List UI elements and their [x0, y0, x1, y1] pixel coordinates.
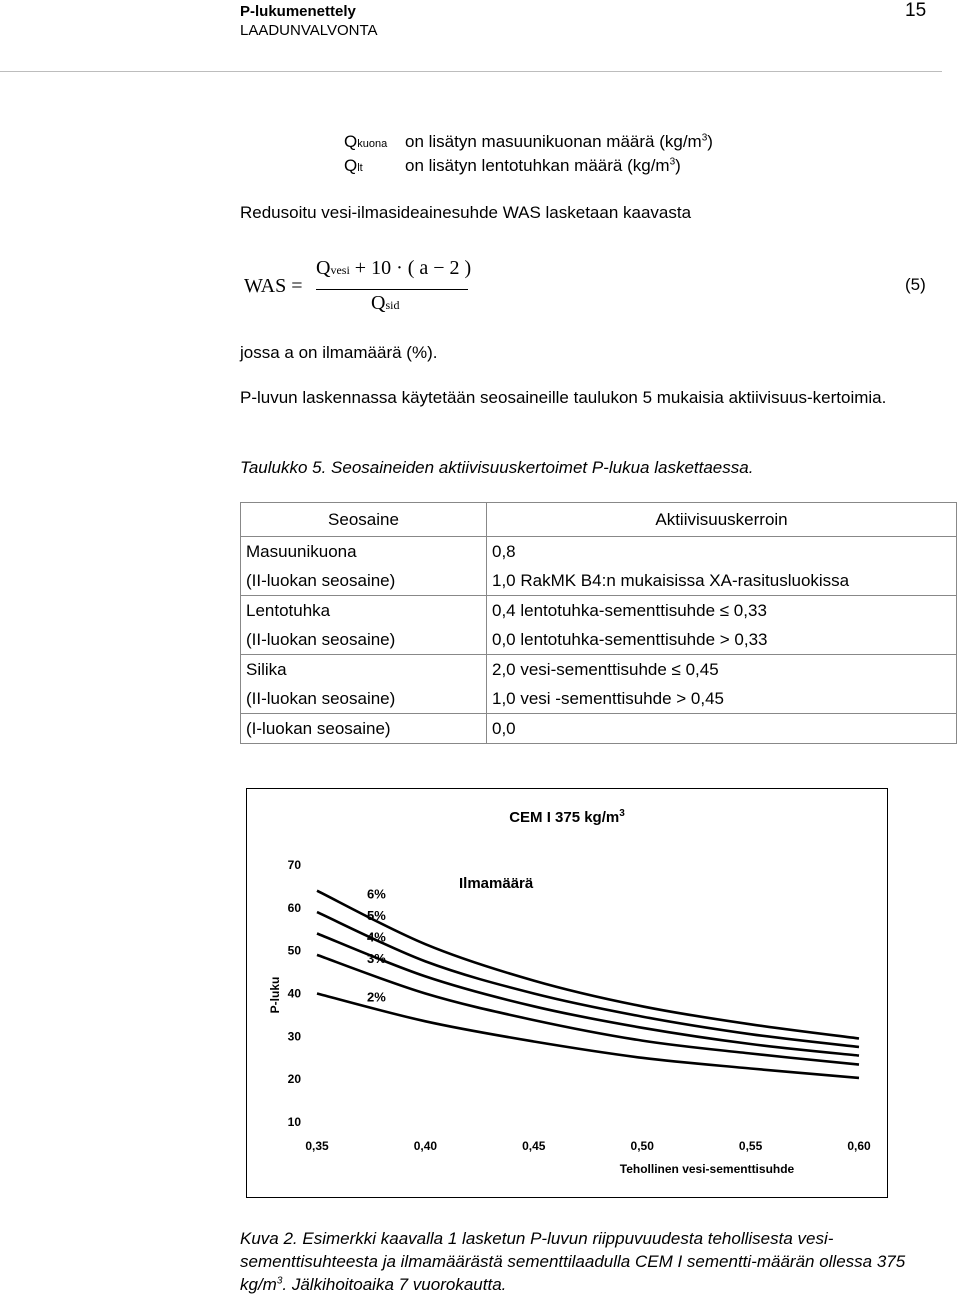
figure-caption-sup: 3 — [276, 1275, 283, 1287]
table-cell: Silika — [241, 655, 487, 685]
definition-symbol: Q — [344, 132, 358, 151]
definition-text: on lisätyn lentotuhkan määrä (kg/m — [405, 156, 670, 175]
y-tick-label: 40 — [287, 986, 301, 1001]
header-subtitle: LAADUNVALVONTA — [240, 22, 378, 39]
y-tick-label: 50 — [287, 943, 301, 958]
table-cell: (II-luokan seosaine) — [241, 625, 487, 655]
formula-number: (5) — [905, 275, 926, 294]
table-cell: (II-luokan seosaine) — [241, 566, 487, 596]
definition-kuona — [344, 131, 387, 155]
series-line-6pct — [317, 891, 859, 1039]
table-cell: Masuunikuona — [241, 537, 487, 567]
table-header-aktiivisuuskerroin: Aktiivisuuskerroin — [487, 503, 957, 537]
definition-symbol: Q — [344, 156, 358, 175]
series-label: 5% — [367, 908, 386, 924]
formula-den-q: Q — [371, 292, 386, 314]
definition-sup: 3 — [669, 156, 676, 168]
y-tick-label: 10 — [287, 1115, 301, 1129]
chart-frame — [246, 788, 888, 1198]
table-caption: Taulukko 5. Seosaineiden aktiivisuuskertoimet P-lukua laskettaessa. — [240, 458, 754, 477]
table-cell: 1,0 RakMK B4:n mukaisissa XA-rasitusluokissa — [492, 570, 850, 590]
intro-text: Redusoitu vesi-ilmasideainesuhde WAS lasketaan kaavasta — [240, 203, 692, 222]
series-label: 3% — [367, 950, 386, 966]
x-axis-label: Tehollinen vesi-sementtisuhde — [619, 1162, 795, 1176]
header-divider — [0, 71, 942, 72]
table-row — [241, 714, 957, 744]
page-number: 15 — [905, 0, 927, 21]
y-tick-label: 20 — [287, 1072, 301, 1087]
table-cell: 0,8 — [492, 541, 516, 561]
table-cell: 0,0 lentotuhka-sementtisuhde > 0,33 — [492, 629, 768, 649]
table-row — [241, 537, 957, 567]
definition-text: on lisätyn masuunikuonan määrä (kg/m — [405, 132, 702, 151]
y-tick-label: 60 — [287, 900, 301, 915]
definition-sup: 3 — [701, 132, 708, 144]
series-label: 2% — [367, 989, 386, 1005]
definition-lt-text — [405, 155, 681, 177]
figure-caption — [240, 1227, 940, 1296]
legend-title: Ilmamäärä — [459, 875, 534, 892]
x-tick-label: 0,35 — [305, 1139, 329, 1153]
formula-denominator — [371, 292, 399, 315]
definition-subscript: kuona — [357, 138, 388, 150]
table-row — [241, 625, 957, 655]
formula-num-sub: vesi — [330, 263, 350, 277]
fraction-bar — [316, 289, 468, 290]
formula-numerator — [316, 257, 471, 280]
chart-title: CEM I 375 $kg/m^3$ — [509, 808, 625, 826]
chart-marks — [288, 858, 871, 1153]
series-label: 6% — [367, 886, 386, 902]
header-title: P-lukumenettely — [240, 3, 356, 20]
formula-equals: = — [291, 275, 303, 297]
formula-lhs — [244, 275, 303, 298]
x-tick-label: 0,40 — [413, 1139, 438, 1153]
where-text: jossa a on ilmamäärä (%). — [240, 343, 438, 362]
table-cell: (II-luokan seosaine) — [241, 684, 487, 714]
definition-lt — [344, 155, 363, 179]
table-cell: 0,0 — [487, 714, 957, 744]
formula-den-sub: sid — [385, 298, 400, 312]
x-tick-label: 0,55 — [738, 1139, 763, 1153]
table-header-seosaine: Seosaine — [241, 503, 487, 537]
x-tick-label: 0,45 — [522, 1139, 546, 1153]
figure-caption-end: . Jälkihoitoaika 7 vuorokautta. — [282, 1275, 507, 1294]
table-cell: 2,0 vesi-sementtisuhde ≤ 0,45 — [487, 655, 957, 685]
figure-caption-text: Kuva 2. Esimerkki kaavalla 1 lasketun P-luvun riippuvuudesta tehollisesta vesi-sementtisuhteesta ja ilmamäärästä sementtilaadulla CEM I sementti-määrän ollessa 375 kg/m — [240, 1229, 906, 1294]
p-luku-chart — [247, 789, 887, 1197]
paragraph: P-luvun laskennassa käytetään seosaineille taulukon 5 mukaisia aktiivisuus-kertoimia. — [240, 388, 887, 407]
table-cell: 0,4 lentotuhka-sementtisuhde ≤ 0,33 — [487, 596, 957, 626]
table-row — [241, 655, 957, 685]
series-label: 4% — [367, 929, 386, 945]
x-tick-label: 0,60 — [847, 1139, 871, 1153]
coefficient-table — [240, 502, 957, 744]
formula-num-rest: + 10 · ( a − 2 ) — [354, 257, 472, 279]
table-cell: (I-luokan seosaine) — [241, 714, 487, 744]
y-tick-label: 70 — [287, 858, 301, 872]
x-tick-label: 0,50 — [630, 1139, 654, 1153]
definition-subscript: lt — [357, 162, 363, 174]
formula-was: WAS — [244, 275, 287, 297]
table-row — [241, 566, 957, 596]
table-row — [241, 684, 957, 714]
formula-num-q: Q — [316, 257, 331, 279]
y-tick-label: 30 — [287, 1029, 301, 1044]
table-cell: Lentotuhka — [241, 596, 487, 626]
table-row — [241, 596, 957, 626]
definition-text-end: ) — [707, 132, 713, 151]
definition-kuona-text — [405, 131, 713, 153]
y-axis-label: P-luku — [268, 976, 282, 1014]
definition-text-end: ) — [675, 156, 681, 175]
table-cell: 1,0 vesi -sementtisuhde > 0,45 — [492, 688, 724, 708]
